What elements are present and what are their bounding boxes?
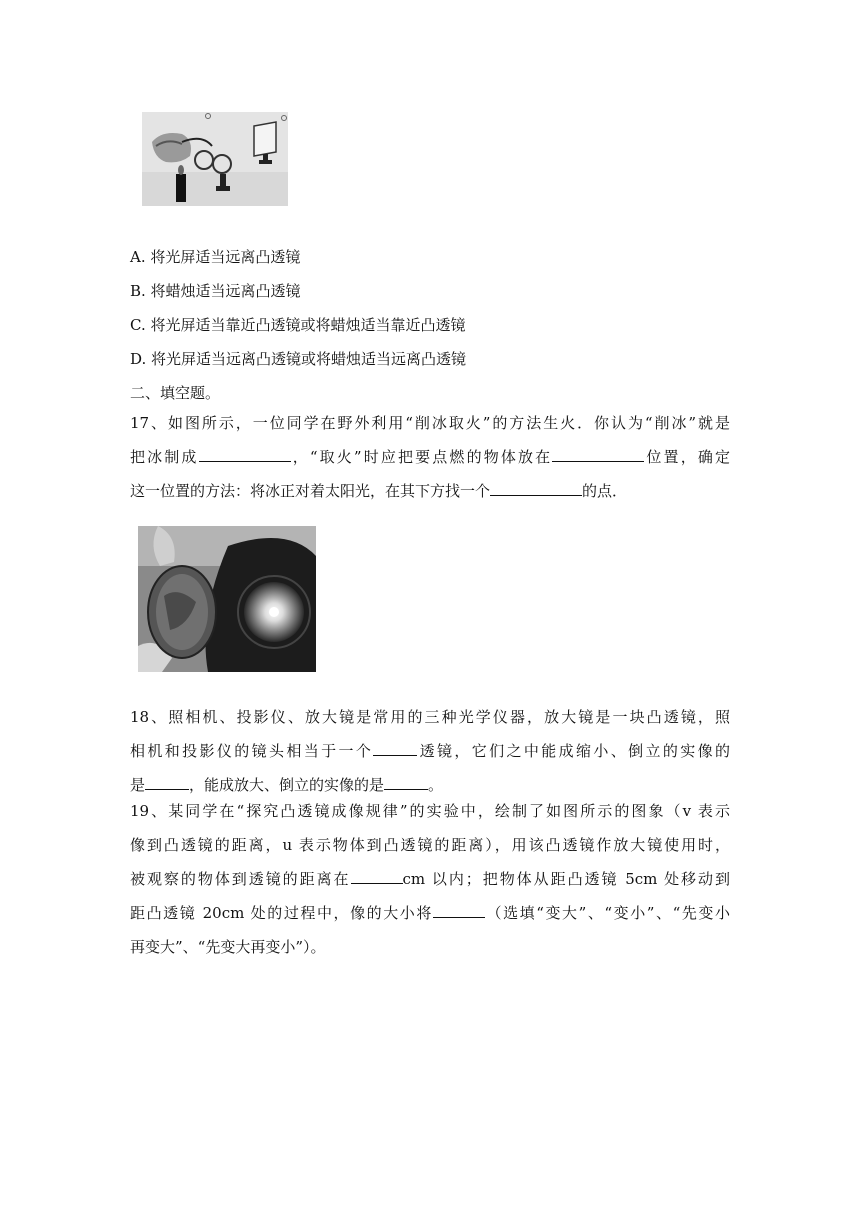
q19-line-5: 再变大”、“先变大再变小”）。	[130, 938, 326, 956]
question-19	[130, 794, 730, 964]
blank	[552, 445, 644, 462]
option-a: A. 将光屏适当远离凸透镜	[130, 248, 301, 266]
q19-line-4: 距凸透镜 20cm 处的过程中，像的大小将 （选填“变大”、“变小”、“先变小	[130, 896, 730, 930]
option-d: D. 将光屏适当远离凸透镜或将蜡烛适当远离凸透镜	[130, 350, 467, 368]
option-c: C. 将光屏适当靠近凸透镜或将蜡烛适当靠近凸透镜	[130, 316, 466, 334]
blank	[351, 867, 403, 884]
question-17	[130, 406, 730, 508]
q19-line-2: 像到凸透镜的距离，u 表示物体到凸透镜的距离），用该凸透镜作放大镜使用时，	[130, 836, 730, 854]
ice-lens-figure	[138, 526, 316, 672]
optics-bench-figure	[142, 112, 288, 206]
q17-line-2: 把冰制成 ，“取火”时应把要点燃的物体放在 位置，确定	[130, 440, 730, 474]
q19-line-1: 19、某同学在“探究凸透镜成像规律”的实验中，绘制了如图所示的图象（v 表示	[130, 802, 730, 820]
question-18	[130, 700, 730, 802]
blank	[373, 739, 417, 756]
section-title: 二、填空题。	[130, 384, 221, 402]
blank	[199, 445, 291, 462]
q19-line-3: 被观察的物体到透镜的距离在 cm 以内；把物体从距凸透镜 5cm 处移动到	[130, 862, 730, 896]
q18-line-1: 18、照相机、投影仪、放大镜是常用的三种光学仪器，放大镜是一块凸透镜，照	[130, 708, 730, 726]
q17-line-1: 17、如图所示，一位同学在野外利用“削冰取火”的方法生火．你认为“削冰”就是	[130, 414, 730, 432]
blank	[145, 773, 189, 790]
q17-line-3: 这一位置的方法：将冰正对着太阳光，在其下方找一个 的点．	[130, 474, 730, 508]
blank	[490, 479, 582, 496]
blank	[384, 773, 428, 790]
blank	[433, 901, 485, 918]
q18-line-3: 是 ，能成放大、倒立的实像的是 。	[130, 768, 730, 802]
q18-line-2: 相机和投影仪的镜头相当于一个 透镜，它们之中能成缩小、倒立的实像的	[130, 734, 730, 768]
option-b: B. 将蜡烛适当远离凸透镜	[130, 282, 301, 300]
